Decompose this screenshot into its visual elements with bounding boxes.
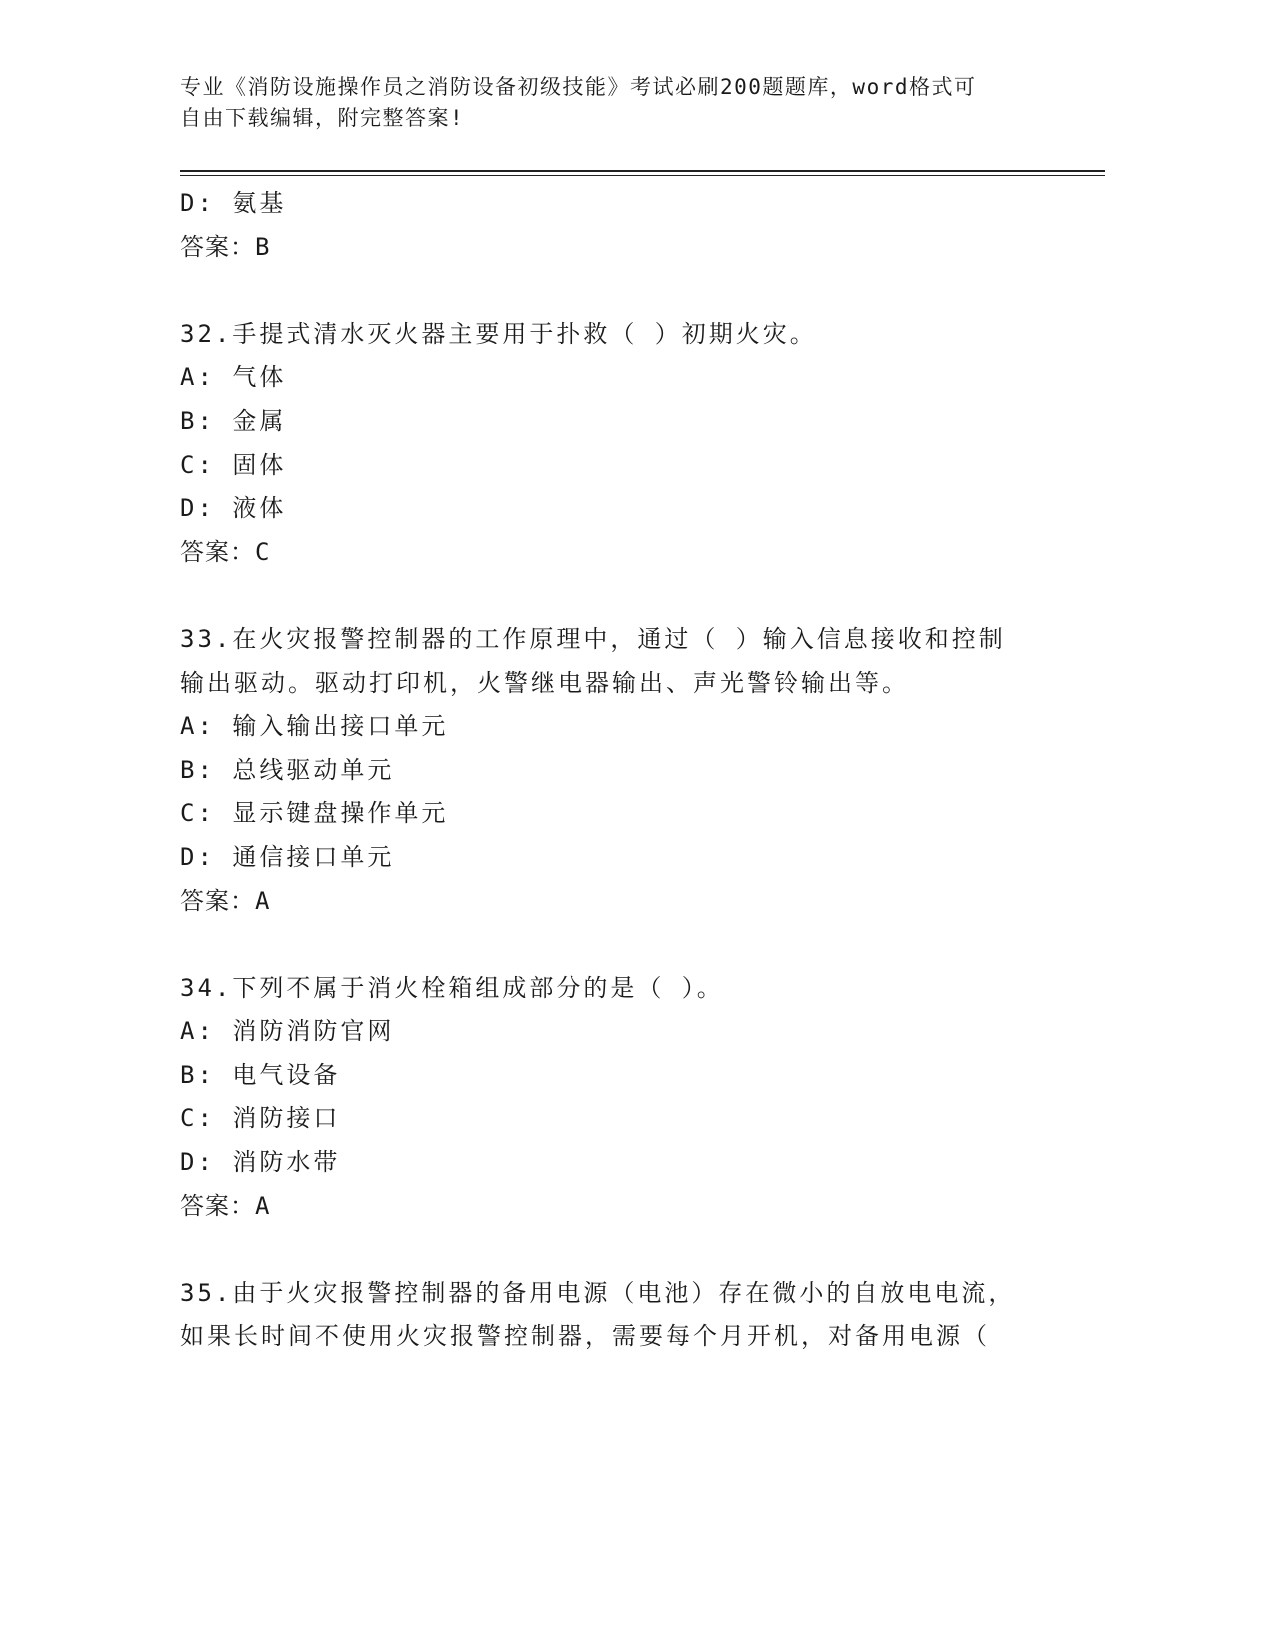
question-35	[180, 1272, 1080, 1359]
question-31	[180, 182, 1080, 269]
option-a: A: 消防消防官网	[180, 1017, 395, 1046]
option-d: D: 消防水带	[180, 1148, 341, 1177]
option-b: B: 总线驱动单元	[180, 755, 395, 784]
option-c: C: 显示键盘操作单元	[180, 799, 449, 828]
answer-line	[180, 531, 1080, 575]
question-32	[180, 313, 1080, 575]
answer-line	[180, 880, 1080, 924]
answer-label: 答案：	[180, 1191, 255, 1220]
question-34	[180, 967, 1080, 1229]
header-line-1: 专业《消防设施操作员之消防设备初级技能》考试必刷200题题库，word格式可	[180, 75, 977, 99]
answer-label: 答案：	[180, 886, 255, 915]
answer-line	[180, 1185, 1080, 1229]
question-stem: 32.手提式清水灭火器主要用于扑救（ ）初期火灾。	[180, 319, 817, 348]
answer-value: B	[255, 232, 271, 261]
answer-label: 答案：	[180, 232, 255, 261]
header-rule-thin	[180, 175, 1105, 176]
option-a: A: 气体	[180, 363, 287, 392]
question-gap	[180, 1228, 1080, 1272]
option-d: D: 通信接口单元	[180, 842, 395, 871]
header-line-2: 自由下载编辑，附完整答案!	[180, 106, 465, 130]
option-d: D: 氨基	[180, 189, 287, 217]
question-stem-line-1: 35.由于火灾报警控制器的备用电源（电池）存在微小的自放电电流，	[180, 1278, 1016, 1307]
option-b: B: 电气设备	[180, 1060, 341, 1089]
answer-value: A	[255, 1191, 271, 1220]
question-gap	[180, 269, 1080, 313]
question-gap	[180, 574, 1080, 618]
question-gap	[180, 923, 1080, 967]
header-rule-thick	[180, 170, 1105, 172]
answer-line	[180, 226, 1080, 270]
answer-label: 答案：	[180, 537, 255, 566]
question-list	[180, 182, 1080, 1359]
question-stem-line-1: 33.在火灾报警控制器的工作原理中，通过（ ）输入信息接收和控制	[180, 624, 1006, 653]
question-stem: 34.下列不属于消火栓箱组成部分的是（ ）。	[180, 973, 724, 1002]
option-c: C: 消防接口	[180, 1104, 341, 1133]
option-c: C: 固体	[180, 450, 287, 479]
option-a: A: 输入输出接口单元	[180, 712, 449, 741]
option-d: D: 液体	[180, 494, 287, 523]
document-header	[180, 72, 1060, 134]
answer-value: A	[255, 886, 271, 915]
answer-value: C	[255, 537, 271, 566]
option-b: B: 金属	[180, 406, 287, 435]
question-stem-line-2: 如果长时间不使用火灾报警控制器，需要每个月开机，对备用电源（	[180, 1322, 990, 1351]
question-33	[180, 618, 1080, 923]
question-stem-line-2: 输出驱动。驱动打印机，火警继电器输出、声光警铃输出等。	[180, 668, 909, 697]
